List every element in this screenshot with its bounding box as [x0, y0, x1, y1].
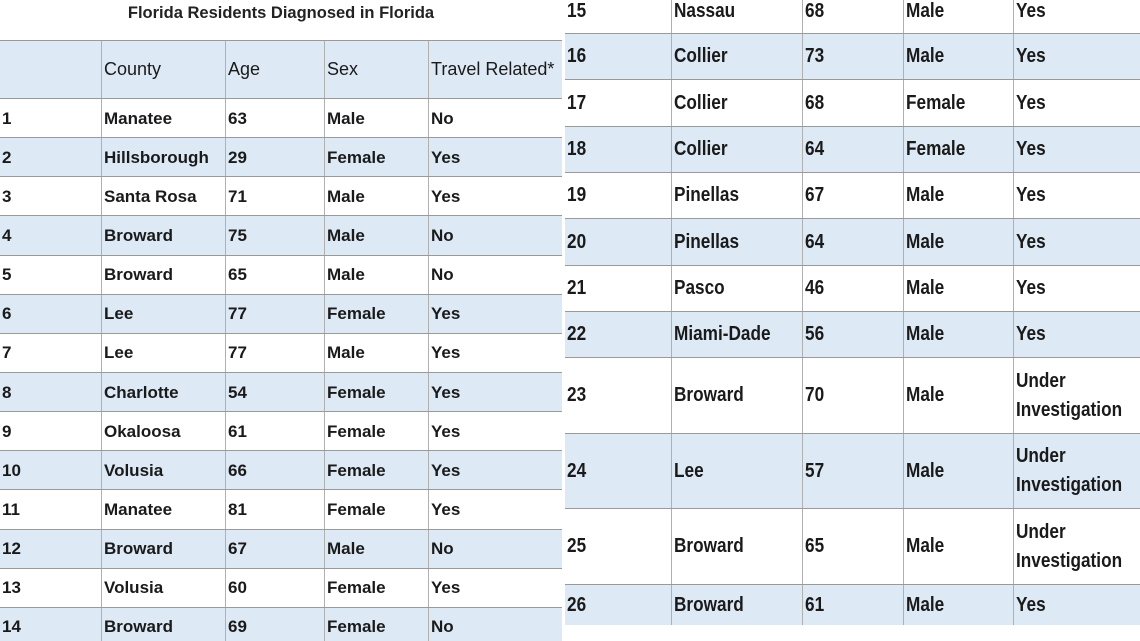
cell-text: Under Investigation: [1016, 369, 1123, 421]
cell-text: 23: [567, 384, 587, 406]
cell-case-number: [565, 434, 671, 508]
cell-sex: [903, 509, 1013, 584]
cell-age: [802, 434, 903, 508]
cell-text: Yes: [1016, 0, 1046, 22]
cell-text: Male: [906, 593, 945, 616]
cell-sex: Female: [324, 451, 428, 490]
cell-case-number: [565, 0, 671, 33]
cell-county: Santa Rosa: [101, 177, 225, 216]
cell-text: Broward: [674, 593, 744, 616]
header-county: County: [101, 41, 225, 98]
cell-text: Yes: [1016, 277, 1046, 299]
header-index: [0, 41, 101, 98]
cell-travel-related: Yes: [428, 295, 562, 334]
cell-sex: [903, 585, 1013, 625]
cell-age: 77: [225, 295, 324, 334]
cell-text: 25: [567, 535, 587, 557]
cell-travel-related: No: [428, 256, 562, 295]
table-row: [565, 218, 1140, 265]
cell-sex: [903, 80, 1013, 126]
cell-case-number: 14: [2, 617, 21, 637]
cell-case-number: 13: [2, 578, 21, 598]
cell-age: 63: [225, 99, 324, 138]
table-row: [565, 584, 1140, 625]
cell-text: Male: [906, 459, 945, 482]
cell-text: Pasco: [674, 277, 725, 299]
cell-travel-related: Yes: [428, 373, 562, 412]
cell-text: Male: [906, 535, 945, 557]
cell-travel-related: No: [428, 530, 562, 569]
cell-text: Female: [906, 91, 966, 114]
cell-text: Yes: [1016, 230, 1046, 253]
cell-age: 81: [225, 490, 324, 529]
cell-county: Okaloosa: [101, 412, 225, 451]
cell-age: 77: [225, 334, 324, 373]
header-travel-related: Travel Related*: [428, 41, 562, 98]
cell-sex: [903, 173, 1013, 218]
cell-sex: Male: [324, 216, 428, 255]
cell-county: [671, 127, 802, 172]
cell-text: Under Investigation: [1016, 445, 1123, 496]
cell-text: Collier: [674, 45, 728, 67]
cell-age: 71: [225, 177, 324, 216]
cell-county: Lee: [101, 295, 225, 334]
cell-text: Male: [906, 277, 945, 299]
cell-text: Male: [906, 45, 945, 67]
cell-sex: Female: [324, 412, 428, 451]
cell-sex: Male: [324, 530, 428, 569]
cell-sex: [903, 34, 1013, 79]
cell-travel-related: [1013, 34, 1140, 79]
cell-travel-related: Yes: [428, 334, 562, 373]
cell-text: Male: [906, 230, 945, 253]
cell-case-number: 3: [2, 186, 12, 206]
cell-travel-related: [1013, 219, 1140, 265]
cell-age: [802, 509, 903, 584]
cell-text: 21: [567, 277, 587, 299]
cell-case-number: 8: [2, 382, 12, 402]
cell-text: Lee: [674, 459, 704, 482]
cell-text: 68: [805, 0, 825, 22]
cell-travel-related: [1013, 0, 1140, 33]
cell-sex: Female: [324, 295, 428, 334]
cell-case-number: 2: [2, 147, 12, 167]
cell-sex: [903, 312, 1013, 357]
cell-sex: Male: [324, 177, 428, 216]
table-row: [565, 357, 1140, 433]
cell-text: 61: [805, 593, 825, 616]
cell-county: Volusia: [101, 451, 225, 490]
cell-case-number: [565, 312, 671, 357]
cell-county: Broward: [101, 608, 225, 641]
table-row: [0, 489, 562, 529]
cell-text: Male: [906, 384, 945, 406]
table-row: [0, 176, 562, 216]
cell-county: Manatee: [101, 99, 225, 138]
cell-text: Broward: [674, 535, 744, 557]
cell-text: 56: [805, 323, 825, 345]
table-row: [565, 126, 1140, 172]
cell-text: Miami-Dade: [674, 323, 771, 345]
cell-county: [671, 585, 802, 625]
cell-county: [671, 173, 802, 218]
table-row: [0, 294, 562, 334]
cell-travel-related: Yes: [428, 177, 562, 216]
cell-age: 54: [225, 373, 324, 412]
cell-case-number: 7: [2, 343, 12, 363]
cell-text: Collier: [674, 91, 728, 114]
cell-case-number: [565, 219, 671, 265]
cell-county: Lee: [101, 334, 225, 373]
cell-text: 19: [567, 184, 587, 206]
cell-case-number: 5: [2, 265, 12, 285]
cell-case-number: [565, 127, 671, 172]
cell-text: Nassau: [674, 0, 736, 22]
cell-text: 67: [805, 184, 825, 206]
cell-sex: [903, 266, 1013, 311]
table-row: [0, 607, 562, 641]
cell-case-number: 1: [2, 108, 12, 128]
cell-case-number: [565, 34, 671, 79]
cell-county: [671, 312, 802, 357]
cell-travel-related: No: [428, 99, 562, 138]
cell-travel-related: Yes: [428, 569, 562, 608]
cell-text: Male: [906, 323, 945, 345]
cell-travel-related: Yes: [428, 490, 562, 529]
cell-travel-related: Yes: [428, 138, 562, 177]
cell-text: 22: [567, 323, 587, 345]
table-row: [565, 0, 1140, 33]
table-row: [0, 450, 562, 490]
cell-county: Manatee: [101, 490, 225, 529]
cell-sex: Male: [324, 99, 428, 138]
cell-county: [671, 0, 802, 33]
cell-text: Collier: [674, 138, 728, 160]
cell-text: Broward: [674, 384, 744, 406]
cell-text: 70: [805, 384, 825, 406]
cell-text: Yes: [1016, 184, 1046, 206]
cell-travel-related: No: [428, 216, 562, 255]
cell-sex: Female: [324, 608, 428, 641]
cell-travel-related: [1013, 585, 1140, 625]
cell-county: [671, 34, 802, 79]
header-sex: Sex: [324, 41, 428, 98]
cell-county: Charlotte: [101, 373, 225, 412]
cell-case-number: [565, 509, 671, 584]
cell-travel-related: Yes: [428, 451, 562, 490]
cell-case-number: 9: [2, 421, 12, 441]
cell-travel-related: [1013, 173, 1140, 218]
cell-sex: Male: [324, 334, 428, 373]
cell-text: 64: [805, 138, 825, 160]
cell-text: 20: [567, 230, 587, 253]
table-row: [0, 98, 562, 138]
cell-text: Yes: [1016, 45, 1046, 67]
cell-text: 15: [567, 0, 587, 22]
cell-age: [802, 34, 903, 79]
cell-case-number: 10: [2, 460, 21, 480]
cell-travel-related: [1013, 127, 1140, 172]
table-row: [0, 137, 562, 177]
cell-text: Yes: [1016, 91, 1046, 114]
cell-county: [671, 266, 802, 311]
cell-text: Female: [906, 138, 966, 160]
cell-case-number: 11: [2, 499, 20, 519]
cell-county: Volusia: [101, 569, 225, 608]
cell-text: Yes: [1016, 593, 1046, 616]
cell-text: Pinellas: [674, 230, 740, 253]
table-row: [565, 508, 1140, 584]
cell-text: 26: [567, 593, 587, 616]
cell-county: Broward: [101, 256, 225, 295]
cell-age: [802, 173, 903, 218]
cell-age: 67: [225, 530, 324, 569]
cell-age: 61: [225, 412, 324, 451]
cell-travel-related: [1013, 266, 1140, 311]
table-row: [0, 215, 562, 255]
cell-county: Hillsborough: [101, 138, 225, 177]
table-header-row: [0, 40, 562, 98]
cell-sex: [903, 219, 1013, 265]
cell-case-number: 6: [2, 304, 12, 324]
cell-text: 16: [567, 45, 587, 67]
table-row: [0, 255, 562, 295]
cell-travel-related: [1013, 509, 1140, 584]
table-row: [0, 411, 562, 451]
cell-age: 29: [225, 138, 324, 177]
table-row: [0, 372, 562, 412]
cell-text: Male: [906, 0, 945, 22]
cell-age: [802, 127, 903, 172]
cell-age: 60: [225, 569, 324, 608]
table-row: [565, 33, 1140, 79]
cell-age: 69: [225, 608, 324, 641]
cell-age: [802, 219, 903, 265]
table-row: [565, 172, 1140, 218]
cell-travel-related: [1013, 434, 1140, 508]
cell-county: [671, 358, 802, 433]
cell-text: 68: [805, 91, 825, 114]
cell-text: Yes: [1016, 138, 1046, 160]
cell-sex: [903, 127, 1013, 172]
cell-county: Broward: [101, 216, 225, 255]
cell-sex: [903, 434, 1013, 508]
cell-case-number: 12: [2, 539, 21, 559]
cell-text: Under Investigation: [1016, 520, 1123, 572]
cell-county: [671, 219, 802, 265]
table-row: [565, 79, 1140, 126]
cell-sex: [903, 0, 1013, 33]
cell-sex: Male: [324, 256, 428, 295]
cell-text: 65: [805, 535, 825, 557]
cell-text: Male: [906, 184, 945, 206]
cell-age: 66: [225, 451, 324, 490]
cell-travel-related: No: [428, 608, 562, 641]
table-row: [565, 265, 1140, 311]
cell-text: 73: [805, 45, 825, 67]
cell-sex: [903, 358, 1013, 433]
cell-sex: Female: [324, 490, 428, 529]
cell-text: Pinellas: [674, 184, 740, 206]
table-row: [565, 311, 1140, 357]
cell-age: 65: [225, 256, 324, 295]
cell-text: 46: [805, 277, 825, 299]
cell-sex: Female: [324, 569, 428, 608]
cell-sex: Female: [324, 373, 428, 412]
cell-case-number: [565, 585, 671, 625]
cell-age: [802, 358, 903, 433]
cell-case-number: [565, 358, 671, 433]
cell-sex: Female: [324, 138, 428, 177]
cell-county: Broward: [101, 530, 225, 569]
header-age: Age: [225, 41, 324, 98]
cell-text: 17: [567, 91, 587, 114]
cell-case-number: 4: [2, 225, 12, 245]
cell-case-number: [565, 173, 671, 218]
cell-text: Yes: [1016, 323, 1046, 345]
cell-age: 75: [225, 216, 324, 255]
cell-case-number: [565, 266, 671, 311]
right-table-panel: [565, 0, 1140, 641]
cell-age: [802, 0, 903, 33]
cell-age: [802, 585, 903, 625]
cell-travel-related: Yes: [428, 412, 562, 451]
cell-age: [802, 312, 903, 357]
table-row: [0, 333, 562, 373]
cell-travel-related: [1013, 80, 1140, 126]
cell-age: [802, 80, 903, 126]
cell-county: [671, 434, 802, 508]
left-table-panel: [0, 0, 562, 641]
table-title: Florida Residents Diagnosed in Florida: [127, 4, 435, 22]
cell-travel-related: [1013, 312, 1140, 357]
cell-text: 24: [567, 459, 587, 482]
cell-text: 64: [805, 230, 825, 253]
cell-case-number: [565, 80, 671, 126]
cell-county: [671, 80, 802, 126]
cell-county: [671, 509, 802, 584]
table-row: [0, 529, 562, 569]
cell-age: [802, 266, 903, 311]
cell-text: 18: [567, 138, 587, 160]
cell-text: 57: [805, 459, 825, 482]
cell-travel-related: [1013, 358, 1140, 433]
table-row: [565, 433, 1140, 508]
table-row: [0, 568, 562, 608]
